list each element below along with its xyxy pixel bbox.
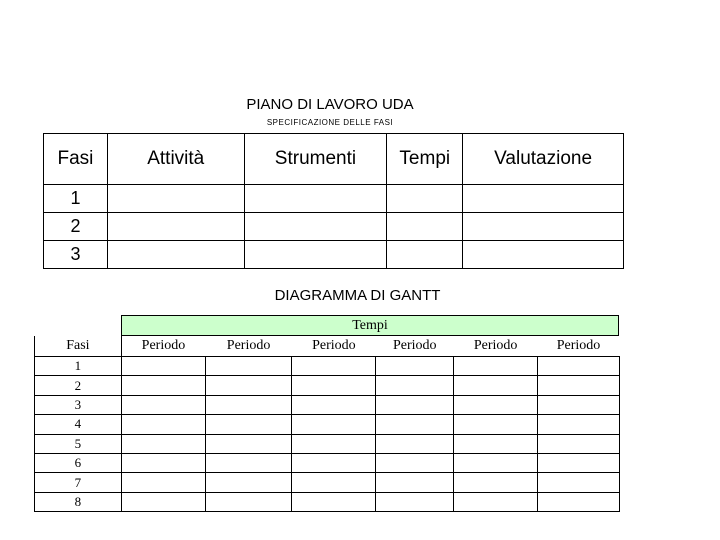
gantt-cell[interactable] [376,376,454,395]
phase-number: 3 [44,241,108,269]
gantt-cell[interactable] [292,473,376,492]
gantt-cell[interactable] [538,492,620,511]
gantt-cell[interactable] [376,492,454,511]
table-row [35,453,620,472]
gantt-title: DIAGRAMMA DI GANTT [274,287,441,304]
gantt-cell[interactable] [292,434,376,453]
period-header: Periodo [538,336,620,357]
gantt-cell[interactable] [538,376,620,395]
gantt-cell[interactable] [538,395,620,414]
table-cell[interactable] [463,213,624,241]
gantt-cell[interactable] [205,434,292,453]
table-cell[interactable] [387,213,463,241]
column-header-strumenti: Strumenti [244,134,387,185]
gantt-group-header [121,315,619,336]
gantt-cell[interactable] [454,357,538,376]
phase-specification-table [43,133,624,269]
gantt-phase-number: 4 [35,415,122,434]
table-cell[interactable] [107,241,244,269]
table-row [44,241,624,269]
phase-number: 1 [44,185,108,213]
period-header: Periodo [376,336,454,357]
period-header: Periodo [121,336,205,357]
gantt-cell[interactable] [538,415,620,434]
gantt-phase-number: 1 [35,357,122,376]
gantt-cell[interactable] [376,415,454,434]
gantt-cell[interactable] [454,395,538,414]
gantt-cell[interactable] [538,357,620,376]
gantt-cell[interactable] [454,473,538,492]
gantt-cell[interactable] [454,453,538,472]
table-row [35,357,620,376]
gantt-cell[interactable] [205,376,292,395]
gantt-cell[interactable] [292,415,376,434]
tempi-group-header: Tempi [122,316,619,336]
gantt-cell[interactable] [121,415,205,434]
table-row [35,376,620,395]
gantt-cell[interactable] [205,357,292,376]
gantt-cell[interactable] [292,453,376,472]
gantt-cell[interactable] [292,376,376,395]
gantt-cell[interactable] [454,434,538,453]
table-row [44,213,624,241]
gantt-cell[interactable] [205,473,292,492]
table-cell[interactable] [387,241,463,269]
table-row [35,473,620,492]
gantt-cell[interactable] [292,395,376,414]
table-cell[interactable] [463,241,624,269]
phase-table-header-row [44,134,624,185]
gantt-cell[interactable] [538,434,620,453]
gantt-cell[interactable] [205,453,292,472]
gantt-cell[interactable] [292,357,376,376]
gantt-phase-number: 7 [35,473,122,492]
gantt-cell[interactable] [538,453,620,472]
table-cell[interactable] [244,241,387,269]
column-header-attivita: Attività [107,134,244,185]
gantt-phase-number: 3 [35,395,122,414]
gantt-cell[interactable] [538,473,620,492]
gantt-cell[interactable] [376,453,454,472]
table-row [35,492,620,511]
gantt-cell[interactable] [121,434,205,453]
page-subtitle: SPECIFICAZIONE DELLE FASI [266,118,394,127]
gantt-phase-number: 8 [35,492,122,511]
gantt-cell[interactable] [376,357,454,376]
table-row [35,434,620,453]
period-header: Periodo [292,336,376,357]
table-cell[interactable] [107,213,244,241]
table-cell[interactable] [244,185,387,213]
table-cell[interactable] [387,185,463,213]
gantt-phase-header: Fasi [35,336,122,357]
table-row [35,395,620,414]
gantt-cell[interactable] [121,395,205,414]
page-title: PIANO DI LAVORO UDA [246,96,414,113]
gantt-cell[interactable] [376,434,454,453]
gantt-cell[interactable] [205,395,292,414]
gantt-cell[interactable] [454,376,538,395]
gantt-phase-number: 2 [35,376,122,395]
gantt-cell[interactable] [454,492,538,511]
gantt-phase-number: 6 [35,453,122,472]
phase-number: 2 [44,213,108,241]
column-header-fasi: Fasi [44,134,108,185]
gantt-header-row [35,336,620,357]
table-cell[interactable] [244,213,387,241]
period-header: Periodo [205,336,292,357]
table-cell[interactable] [107,185,244,213]
gantt-cell[interactable] [376,473,454,492]
gantt-table [34,336,620,512]
table-row [44,185,624,213]
gantt-cell[interactable] [121,473,205,492]
gantt-cell[interactable] [121,376,205,395]
gantt-cell[interactable] [205,415,292,434]
table-row [35,415,620,434]
table-cell[interactable] [463,185,624,213]
gantt-cell[interactable] [205,492,292,511]
gantt-cell[interactable] [121,492,205,511]
gantt-cell[interactable] [121,453,205,472]
column-header-valutazione: Valutazione [463,134,624,185]
gantt-cell[interactable] [454,415,538,434]
gantt-phase-number: 5 [35,434,122,453]
gantt-cell[interactable] [121,357,205,376]
column-header-tempi: Tempi [387,134,463,185]
period-header: Periodo [454,336,538,357]
gantt-cell[interactable] [292,492,376,511]
gantt-cell[interactable] [376,395,454,414]
